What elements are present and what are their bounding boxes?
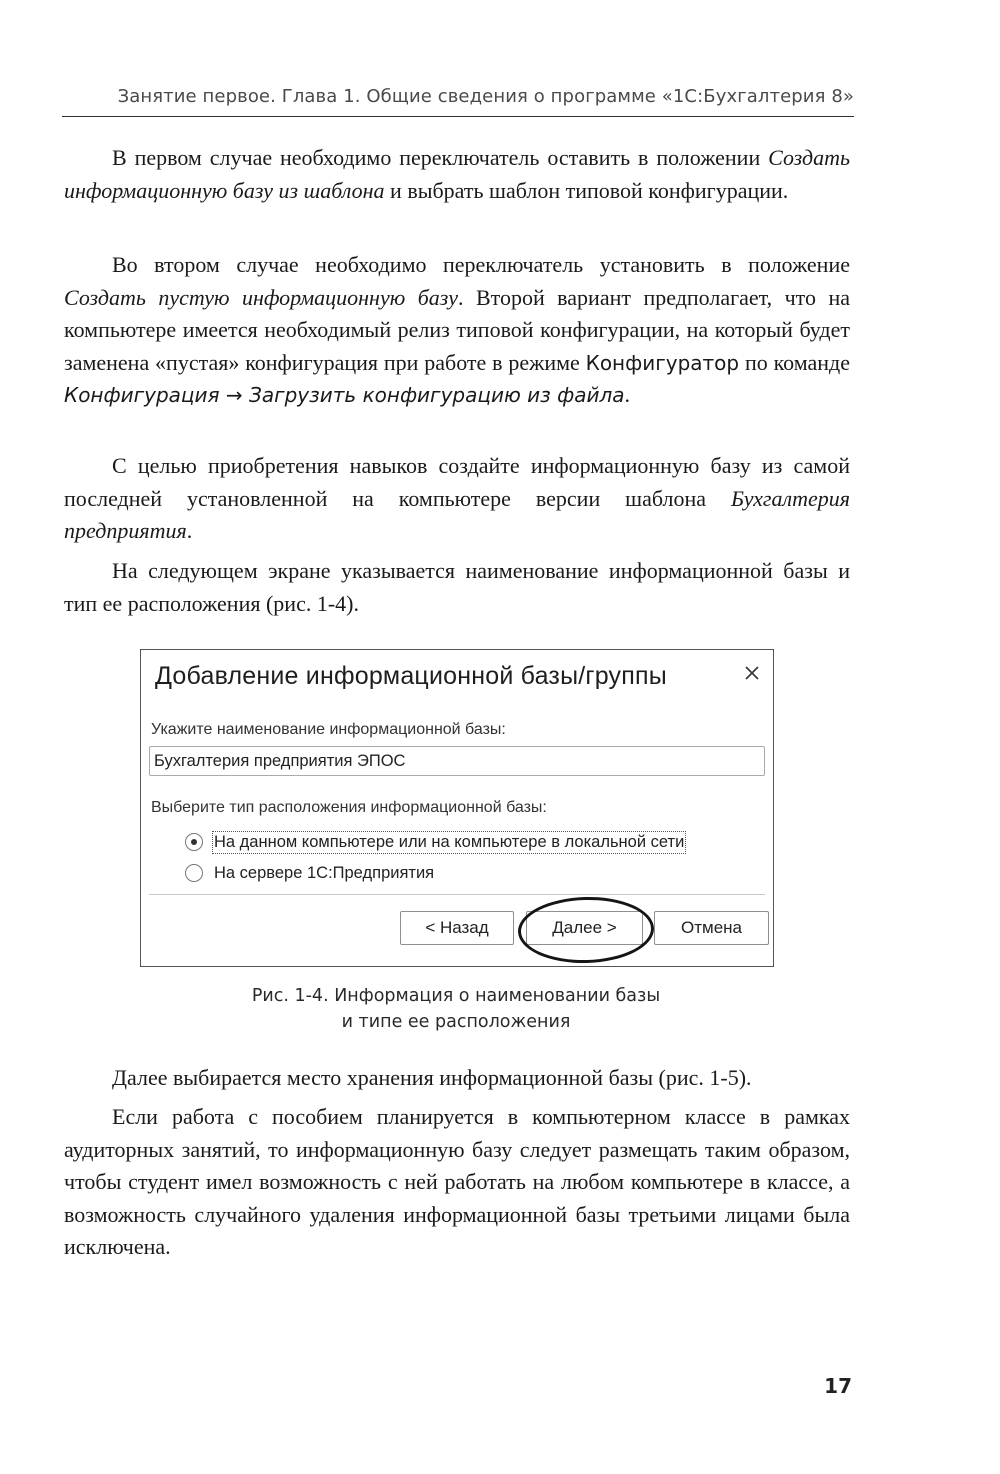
location-label: Выберите тип расположения информационной базы: [151, 799, 547, 816]
radio-button-selected[interactable] [185, 833, 203, 851]
next-button[interactable]: Далее > [526, 911, 643, 945]
emphasis-template-name: Бухгалтерия предприятия [64, 485, 850, 543]
radio-label-server: На сервере 1С:Предприятия [214, 863, 435, 882]
close-icon[interactable] [743, 664, 761, 682]
name-label: Укажите наименование информационной базы: [151, 721, 506, 738]
paragraph-2: Во втором случае необходимо переключатель установить в положение Создать пустую информационную базу. Второй вариант предполагает, что на компьютере имеется необходимый релиз типовой конфигурации, на который будет заменена «пустая» конфигурация при работе в режиме Конфигуратор по команде Конфигурация → Загрузить конфигурацию из файла. [64, 252, 850, 407]
menu-command-path: Конфигурация → Загрузить конфигурацию из файла [64, 383, 625, 407]
figure-caption: Рис. 1-4. Информация о наименовании базы и типе ее расположения [251, 986, 661, 1032]
configurator-mode: Конфигуратор [585, 350, 740, 375]
radio-option-local[interactable] [185, 830, 684, 854]
emphasis-template-option: Создать информационную базу из шаблона [64, 145, 850, 203]
paragraph-3: С целью приобретения навыков создайте информационную базу из самой последней установленной на компьютере версии шаблона Бухгалтерия предприятия. [64, 453, 850, 543]
radio-label-local: На данном компьютере или на компьютере в локальной сети [214, 832, 685, 851]
highlight-circle [517, 895, 655, 965]
radio-button[interactable] [185, 864, 203, 882]
paragraph-6: Если работа с пособием планируется в компьютерном классе в рамках аудиторных занятий, то информационную базу следует размещать таким образом, чтобы студент имел возможность с ней работать на любом компьютере в классе, а возможность случайного удаления информационной базы третьими лицами была исключена. [64, 1104, 850, 1259]
header-rule [62, 116, 854, 117]
radio-option-server[interactable] [185, 861, 434, 885]
paragraph-1: В первом случае необходимо переключатель оставить в положении Создать информационную базу из шаблона и выбрать шаблон типовой конфигурации. [64, 145, 850, 203]
cancel-button[interactable]: Отмена [654, 911, 769, 945]
running-header: Занятие первое. Глава 1. Общие сведения о программе «1С:Бухгалтерия 8» [117, 86, 854, 107]
paragraph-4: На следующем экране указывается наименование информационной базы и тип ее расположения (рис. 1-4). [64, 558, 850, 616]
add-infobase-dialog [140, 649, 774, 967]
infobase-name-input[interactable]: Бухгалтерия предприятия ЭПОС [149, 746, 765, 776]
paragraph-5: Далее выбирается место хранения информационной базы (рис. 1-5). [112, 1065, 752, 1090]
emphasis-empty-option: Создать пустую информационную базу [64, 284, 458, 310]
dialog-title: Добавление информационной базы/группы [155, 662, 667, 690]
dialog-separator [149, 894, 765, 895]
page-number: 17 [824, 1374, 852, 1398]
back-button[interactable]: < Назад [400, 911, 514, 945]
